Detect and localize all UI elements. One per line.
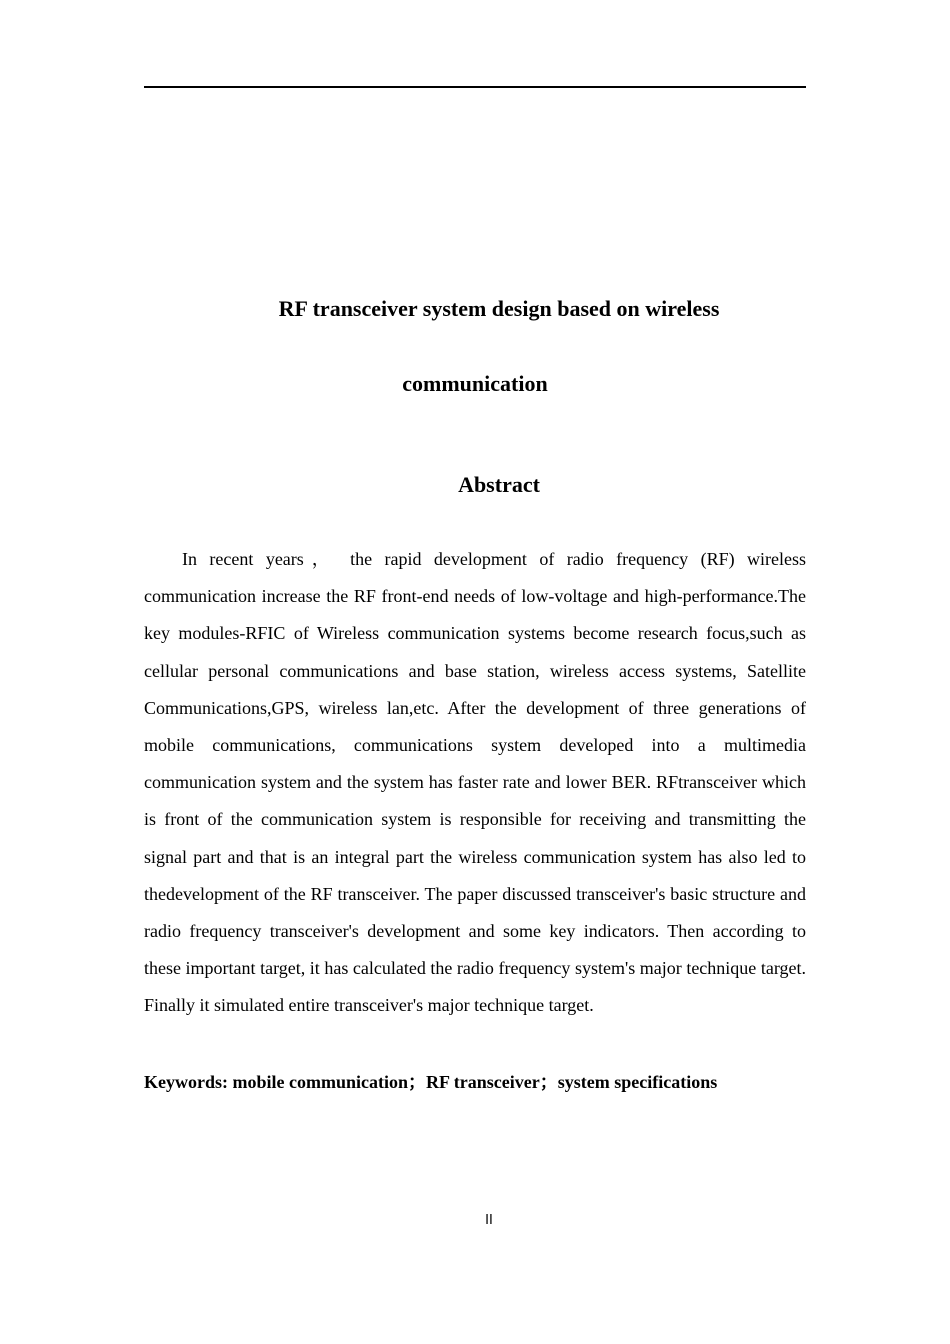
abstract-body: In recent years， the rapid development of radio frequency (RF) wireless communication increase the RF front-end needs of low-voltage and high-performance.The key modules-RFIC of Wireless communication systems become research focus,such as cellular personal communications and base station, wireless access systems, Satellite Communications,GPS, wireless lan,etc. After the development of three generations of mobile communications, communications system developed into a multimedia communication system and the system has faster rate and lower BER. RFtransceiver which is front of the communication system is responsible for receiving and transmitting the signal part and that is an integral part the wireless communication system has also led to thedevelopment of the RF transceiver. The paper discussed transceiver's basic structure and radio frequency transceiver's development and some key indicators. Then according to these important target, it has calculated the radio frequency system's major technique target. Finally it simulated entire transceiver's major technique target.: [144, 549, 806, 1016]
paper-title-line-2: communication: [402, 371, 548, 396]
header-rule: [144, 86, 806, 88]
abstract-heading: Abstract: [458, 472, 540, 497]
paper-title-line-1: RF transceiver system design based on wireless: [278, 296, 720, 321]
keywords-line: Keywords: mobile communication；RF transceiver；system specifications: [144, 1072, 718, 1092]
page-number: II: [485, 1213, 493, 1228]
